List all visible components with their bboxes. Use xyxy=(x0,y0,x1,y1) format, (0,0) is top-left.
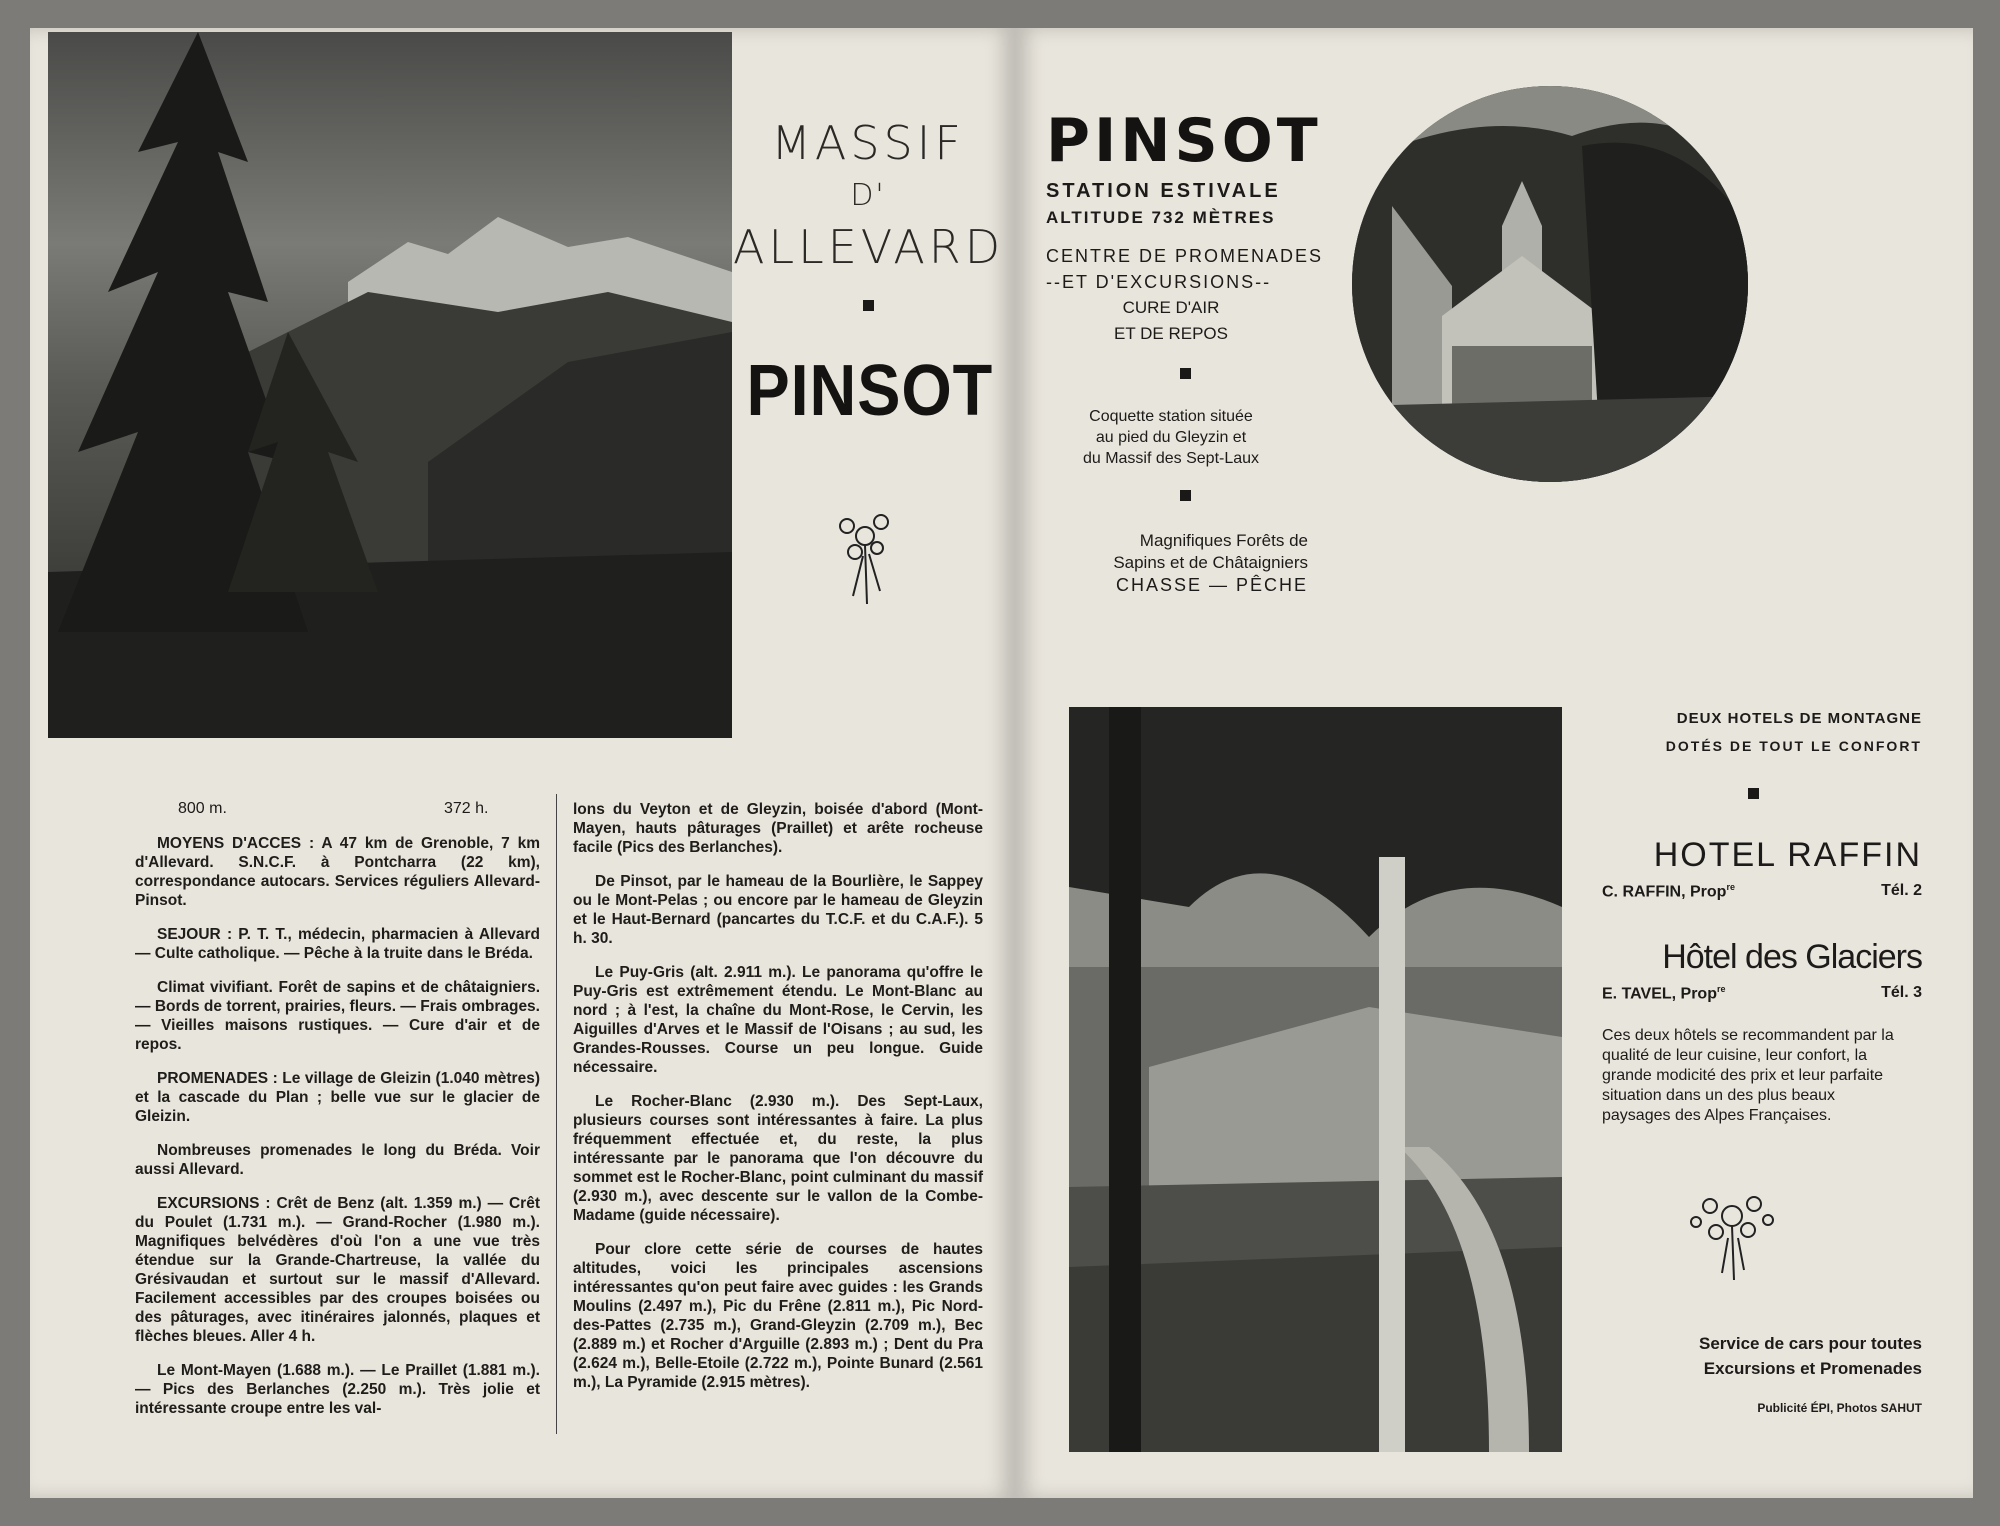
right-page xyxy=(1015,28,1973,1498)
paragraph: De Pinsot, par le hameau de la Bourlière, le Sappey ou le Mont-Pelas ; ou encore par le hameau de Gleyzin et le Haut-Bernard (pancartes du T.C.F. et du C.A.F.). 5 h. 30. xyxy=(573,873,983,947)
text-column-left xyxy=(135,834,540,1433)
flower-emblem-icon xyxy=(1682,1178,1782,1283)
forets-line-2: Sapins et de Châtaigniers xyxy=(1113,553,1308,572)
hotel-glaciers-name: Hôtel des Glaciers xyxy=(1662,938,1922,976)
text-column-right xyxy=(573,800,983,1407)
hotel-glaciers-tel: Tél. 3 xyxy=(1881,984,1922,1001)
valley-trees-photo xyxy=(1069,707,1562,1452)
divider-square xyxy=(1748,788,1759,799)
paragraph: Le Puy-Gris (alt. 2.911 m.). Le panorama qu'offre le Puy-Gris est extrêmement étendu. Le Mont-Blanc au nord ; à l'est, la chaîne du Mont-Rose, le Cervin, les Aiguilles d'Arves et le Massif de l'Oisans ; au sud, les Grandes-Rousses. Course un peu longue. Guide nécessaire. xyxy=(573,964,983,1076)
left-page xyxy=(30,28,1015,1498)
paragraph: SEJOUR : P. T. T., médecin, pharmacien à Allevard — Culte catholique. — Pêche à la truite dans le Bréda. xyxy=(135,926,540,962)
paragraph: Nombreuses promenades le long du Bréda. Voir aussi Allevard. xyxy=(135,1142,540,1178)
hotel-glaciers-prop-name: E. TAVEL, Prop xyxy=(1602,985,1717,1003)
hotel-raffin-prop-sup: re xyxy=(1726,882,1735,892)
altitude-label: 800 m. xyxy=(178,800,227,817)
centre-promenades: CENTRE DE PROMENADES xyxy=(1046,246,1324,266)
paragraph: Climat vivifiant. Forêt de sapins et de châtaigniers. — Bords de torrent, prairies, fleurs. — Frais ombrages. — Vieilles maisons rustiques. — Cure d'air et de repos. xyxy=(135,979,540,1053)
coquette-line-2: au pied du Gleyzin et xyxy=(1095,429,1247,446)
cure-air: CURE D'AIR xyxy=(1122,298,1220,317)
forets-line-1: Magnifiques Forêts de xyxy=(1139,531,1308,550)
altitude-line: ALTITUDE 732 MÈTRES xyxy=(1046,208,1276,227)
heading-allevard: ALLEVARD xyxy=(733,220,1005,274)
excursions-line: --ET D'EXCURSIONS-- xyxy=(1046,272,1272,292)
hotels-header-2: DOTÉS DE TOUT LE CONFORT xyxy=(1665,738,1922,754)
service-cars-line-1: Service de cars pour toutes xyxy=(1699,1334,1922,1353)
paragraph: EXCURSIONS : Crêt de Benz (alt. 1.359 m.) — Crêt du Poulet (1.731 m.). — Grand-Rocher (1.980 m.). Magnifiques belvédères d'où l'on a une vue très étendue sur la Grande-Chartreuse, la vallée du Grésivaudan et surtout sur le massif d'Allevard. Facilement accessibles par des croupes boisées ou des pâturages, avec itinéraires jalonnés, plaques et flèches bleues. Aller 4 h. xyxy=(135,1195,540,1345)
chasse-peche: CHASSE — PÊCHE xyxy=(1115,575,1308,595)
et-repos: ET DE REPOS xyxy=(1114,324,1228,343)
mountain-forest-photo xyxy=(48,32,732,738)
title-pinsot: PINSOT xyxy=(1046,106,1322,176)
service-cars-line-2: Excursions et Promenades xyxy=(1703,1359,1922,1378)
divider-square xyxy=(1180,490,1191,501)
hotel-raffin-name: HOTEL RAFFIN xyxy=(1653,836,1922,874)
photo-credit: Publicité ÉPI, Photos SAHUT xyxy=(1757,1401,1922,1415)
coquette-line-3: du Massif des Sept-Laux xyxy=(1082,450,1260,467)
hotel-glaciers-prop xyxy=(1602,984,1725,1003)
heading-d: D' xyxy=(850,178,886,213)
hotels-description: Ces deux hôtels se recommandent par la qualité de leur cuisine, leur confort, la grande modicité des prix et leur parfaite situation dans un des plus beaux paysages des Alpes Françaises. xyxy=(1602,1027,1894,1124)
paragraph: Le Mont-Mayen (1.688 m.). — Le Praillet (1.881 m.). — Pics des Berlanches (2.250 m.). Très jolie et intéressante croupe entre les val- xyxy=(135,1362,540,1417)
paragraph: PROMENADES : Le village de Gleizin (1.040 mètres) et la cascade du Plan ; belle vue sur le glacier de Gleizin. xyxy=(135,1070,540,1125)
column-separator xyxy=(556,794,557,1434)
village-church-round-photo xyxy=(1352,86,1748,482)
hotel-raffin-tel: Tél. 2 xyxy=(1881,882,1922,899)
paragraph: MOYENS D'ACCES : A 47 km de Grenoble, 7 km d'Allevard. S.N.C.F. à Pontcharra (22 km), correspondance autocars. Services réguliers Allevard-Pinsot. xyxy=(135,835,540,909)
hotels-header-1: DEUX HOTELS DE MONTAGNE xyxy=(1676,710,1922,727)
heading-pinsot: PINSOT xyxy=(746,351,994,431)
paragraph: Le Rocher-Blanc (2.930 m.). Des Sept-Laux, plusieurs courses sont intéressantes à faire. La plus fréquemment effectuée et, du reste, la plus intéressante par le panorama que l'on découvre du sommet est le Rocher-Blanc, point culminant du massif (2.930 m.), avec descente sur le vallon de la Combe-Madame (guide nécessaire). xyxy=(573,1093,983,1224)
divider-square xyxy=(1180,368,1191,379)
divider-square xyxy=(863,300,874,311)
paragraph: Pour clore cette série de courses de hautes altitudes, voici les principales ascensions intéressantes qu'on peut faire avec guides : les Grands Moulins (2.497 m.), Pic du Frêne (2.811 m.), Pic Nord-des-Pattes (2.735 m.), Grand-Gleyzin (2.709 m.), Bec (2.889 m.) et Rocher d'Arguille (2.893 m.) ; Dent du Pra (2.624 m.), Belle-Etoile (2.722 m.), Pointe Bunard (2.561 m.), La Pyramide (2.915 mètres). xyxy=(573,1241,983,1391)
coquette-line-1: Coquette station située xyxy=(1089,408,1253,425)
paragraph: lons du Veyton et de Gleyzin, boisée d'abord (Mont-Mayen, hauts pâturages (Praillet) et arête rocheuse facile (Pics des Berlanches). xyxy=(573,801,983,856)
heading-massif: MASSIF xyxy=(771,116,965,170)
population-label: 372 h. xyxy=(444,800,489,817)
hotel-glaciers-prop-sup: re xyxy=(1716,984,1726,994)
flower-emblem-icon xyxy=(825,496,905,606)
hotel-raffin-prop xyxy=(1602,882,1735,901)
station-estivale: STATION ESTIVALE xyxy=(1046,180,1281,202)
hotel-raffin-prop-name: C. RAFFIN, Prop xyxy=(1602,883,1727,901)
